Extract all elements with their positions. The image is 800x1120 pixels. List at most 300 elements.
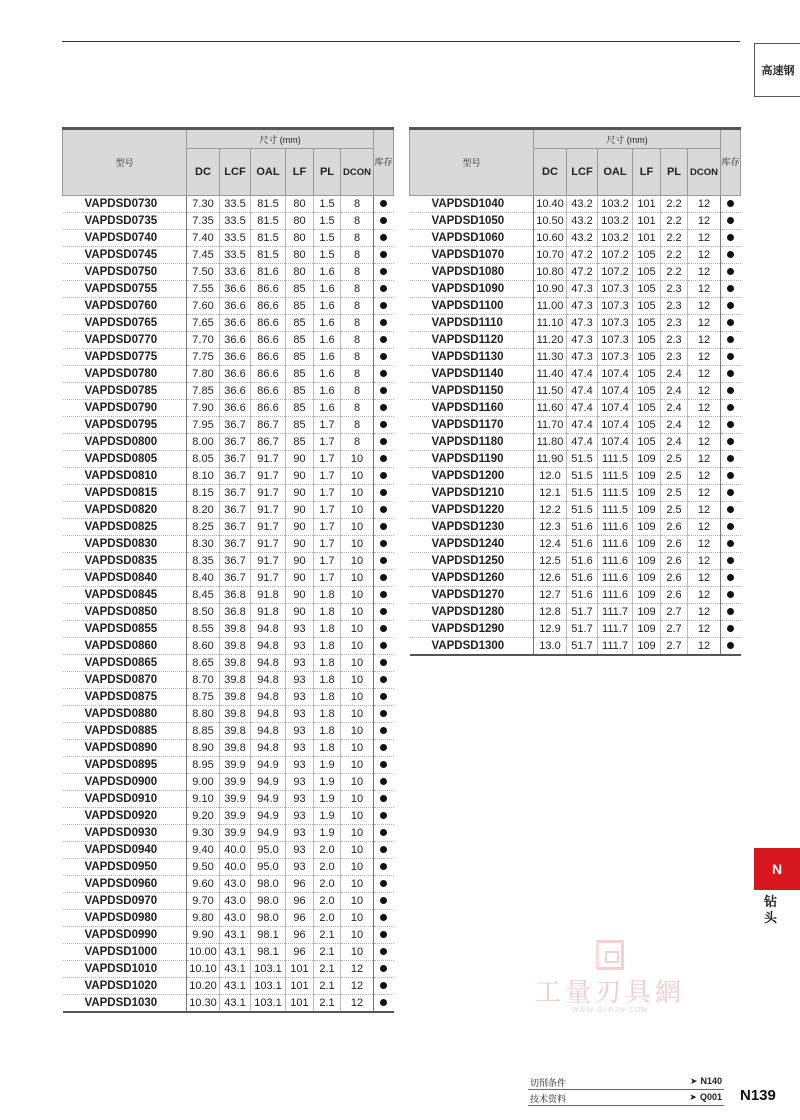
cell-dcon: 12 — [341, 978, 374, 995]
cell-dc: 11.90 — [534, 451, 567, 468]
cell-model: VAPDSD0735 — [63, 213, 187, 230]
cell-dc: 8.55 — [187, 621, 220, 638]
cell-dc: 9.10 — [187, 791, 220, 808]
table-row — [410, 604, 741, 621]
cell-oal: 86.6 — [251, 332, 286, 349]
cell-oal: 94.9 — [251, 808, 286, 825]
cell-dc: 11.10 — [534, 315, 567, 332]
table-row — [63, 842, 394, 859]
cell-dcon: 12 — [688, 519, 721, 536]
cell-pl: 1.8 — [314, 655, 341, 672]
cell-pl: 2.1 — [314, 978, 341, 995]
cell-lcf: 43.1 — [220, 995, 251, 1013]
table-row — [410, 230, 741, 247]
table-row — [410, 570, 741, 587]
cell-pl: 2.3 — [661, 332, 688, 349]
cell-stock — [374, 451, 394, 468]
table-row — [63, 281, 394, 298]
cell-dc: 8.45 — [187, 587, 220, 604]
watermark — [520, 940, 700, 1014]
model-header: 型号 — [410, 129, 534, 196]
cell-dc: 10.70 — [534, 247, 567, 264]
material-tab: 高速钢 — [754, 43, 800, 97]
cell-lcf: 51.7 — [567, 638, 598, 656]
table-row — [63, 519, 394, 536]
cell-stock — [374, 791, 394, 808]
cell-lcf: 47.3 — [567, 281, 598, 298]
cell-dcon: 12 — [688, 366, 721, 383]
cell-stock — [374, 468, 394, 485]
cell-dcon: 12 — [688, 315, 721, 332]
cell-stock — [721, 485, 741, 502]
cell-lf: 80 — [286, 247, 314, 264]
cell-lf: 109 — [633, 638, 661, 656]
cell-lcf: 43.0 — [220, 910, 251, 927]
in-stock-dot-icon — [380, 472, 387, 479]
table-row — [63, 553, 394, 570]
cell-model: VAPDSD0850 — [63, 604, 187, 621]
table-row — [63, 723, 394, 740]
in-stock-dot-icon — [380, 965, 387, 972]
in-stock-dot-icon — [380, 370, 387, 377]
cell-dc: 11.50 — [534, 383, 567, 400]
stock-header: 库存 — [721, 129, 741, 196]
cell-stock — [374, 893, 394, 910]
spec-table-left-body — [63, 196, 394, 1013]
cell-oal: 86.7 — [251, 434, 286, 451]
cell-oal: 111.5 — [598, 468, 633, 485]
cell-lcf: 51.5 — [567, 451, 598, 468]
cell-lf: 90 — [286, 519, 314, 536]
cell-stock — [721, 349, 741, 366]
cell-pl: 2.2 — [661, 196, 688, 213]
cell-oal: 111.6 — [598, 570, 633, 587]
cell-stock — [374, 417, 394, 434]
cell-dcon: 10 — [341, 910, 374, 927]
cell-lf: 101 — [286, 961, 314, 978]
in-stock-dot-icon — [380, 540, 387, 547]
reference-page: Q001 — [699, 1092, 722, 1102]
table-row — [410, 332, 741, 349]
cell-oal: 91.8 — [251, 587, 286, 604]
in-stock-dot-icon — [727, 404, 734, 411]
cell-model: VAPDSD1170 — [410, 417, 534, 434]
in-stock-dot-icon — [727, 642, 734, 649]
cell-dcon: 8 — [341, 196, 374, 213]
cell-dc: 7.30 — [187, 196, 220, 213]
cell-model: VAPDSD1300 — [410, 638, 534, 656]
cell-lcf: 47.4 — [567, 366, 598, 383]
cell-dcon: 12 — [688, 230, 721, 247]
cell-lf: 109 — [633, 502, 661, 519]
in-stock-dot-icon — [380, 319, 387, 326]
cell-stock — [374, 706, 394, 723]
cell-pl: 1.6 — [314, 264, 341, 281]
cell-lf: 101 — [286, 978, 314, 995]
cell-dc: 7.70 — [187, 332, 220, 349]
cell-pl: 2.0 — [314, 893, 341, 910]
in-stock-dot-icon — [380, 608, 387, 615]
cell-lcf: 36.7 — [220, 468, 251, 485]
in-stock-dot-icon — [380, 727, 387, 734]
table-row — [410, 468, 741, 485]
col-lcf: LCF — [220, 149, 251, 196]
cell-dcon: 10 — [341, 604, 374, 621]
cell-lf: 85 — [286, 434, 314, 451]
cell-lf: 90 — [286, 451, 314, 468]
cell-oal: 86.6 — [251, 281, 286, 298]
cell-lcf: 47.4 — [567, 400, 598, 417]
cell-lf: 109 — [633, 536, 661, 553]
cell-lf: 96 — [286, 893, 314, 910]
cell-dc: 7.90 — [187, 400, 220, 417]
cell-lcf: 36.8 — [220, 587, 251, 604]
cell-dcon: 10 — [341, 553, 374, 570]
cell-lf: 90 — [286, 553, 314, 570]
cell-lf: 105 — [633, 264, 661, 281]
col-lcf: LCF — [567, 149, 598, 196]
cell-lf: 96 — [286, 944, 314, 961]
spec-table-left — [62, 127, 394, 1013]
cell-model: VAPDSD1270 — [410, 587, 534, 604]
in-stock-dot-icon — [727, 625, 734, 632]
cell-stock — [374, 808, 394, 825]
cell-oal: 103.1 — [251, 961, 286, 978]
cell-stock — [374, 638, 394, 655]
cell-model: VAPDSD0920 — [63, 808, 187, 825]
cell-model: VAPDSD0780 — [63, 366, 187, 383]
cell-oal: 86.6 — [251, 298, 286, 315]
cell-stock — [374, 723, 394, 740]
table-row — [63, 536, 394, 553]
cell-model: VAPDSD0775 — [63, 349, 187, 366]
cell-lcf: 47.3 — [567, 315, 598, 332]
cell-lcf: 36.6 — [220, 332, 251, 349]
cell-lcf: 36.6 — [220, 383, 251, 400]
cell-lf: 85 — [286, 281, 314, 298]
cell-dc: 12.1 — [534, 485, 567, 502]
cell-lcf: 47.4 — [567, 434, 598, 451]
cell-dcon: 8 — [341, 349, 374, 366]
in-stock-dot-icon — [380, 387, 387, 394]
cell-lf: 90 — [286, 485, 314, 502]
cell-dcon: 10 — [341, 927, 374, 944]
cell-stock — [374, 995, 394, 1013]
cell-oal: 94.8 — [251, 655, 286, 672]
cell-dc: 8.85 — [187, 723, 220, 740]
cell-stock — [721, 417, 741, 434]
cell-model: VAPDSD1190 — [410, 451, 534, 468]
cell-dc: 10.20 — [187, 978, 220, 995]
cell-model: VAPDSD0950 — [63, 859, 187, 876]
spec-table-right-body — [410, 196, 741, 656]
cell-dcon: 12 — [688, 621, 721, 638]
cell-dcon: 10 — [341, 519, 374, 536]
cell-pl: 2.2 — [661, 264, 688, 281]
cell-lf: 101 — [633, 213, 661, 230]
cell-stock — [721, 196, 741, 213]
cell-stock — [374, 842, 394, 859]
cell-oal: 107.3 — [598, 349, 633, 366]
cell-oal: 98.1 — [251, 944, 286, 961]
cell-lf: 93 — [286, 842, 314, 859]
cell-lcf: 36.6 — [220, 298, 251, 315]
cell-model: VAPDSD0730 — [63, 196, 187, 213]
cell-pl: 2.3 — [661, 315, 688, 332]
in-stock-dot-icon — [380, 897, 387, 904]
table-row — [63, 995, 394, 1013]
cell-oal: 111.7 — [598, 604, 633, 621]
cell-pl: 2.1 — [314, 944, 341, 961]
cell-oal: 103.2 — [598, 230, 633, 247]
cell-dc: 12.3 — [534, 519, 567, 536]
cell-lf: 93 — [286, 706, 314, 723]
cell-pl: 2.6 — [661, 536, 688, 553]
table-row — [63, 196, 394, 213]
cell-dcon: 10 — [341, 944, 374, 961]
cell-pl: 2.6 — [661, 553, 688, 570]
cell-pl: 1.9 — [314, 757, 341, 774]
cell-model: VAPDSD0825 — [63, 519, 187, 536]
cell-lcf: 36.7 — [220, 536, 251, 553]
in-stock-dot-icon — [380, 353, 387, 360]
cell-model: VAPDSD0895 — [63, 757, 187, 774]
cell-lcf: 36.7 — [220, 502, 251, 519]
cell-lf: 105 — [633, 417, 661, 434]
table-row — [63, 502, 394, 519]
cell-dcon: 8 — [341, 315, 374, 332]
cell-lcf: 51.7 — [567, 604, 598, 621]
cell-lf: 101 — [633, 196, 661, 213]
cell-pl: 1.7 — [314, 519, 341, 536]
cell-lf: 85 — [286, 366, 314, 383]
cell-oal: 103.2 — [598, 196, 633, 213]
cell-dcon: 12 — [688, 383, 721, 400]
in-stock-dot-icon — [380, 744, 387, 751]
cell-oal: 107.3 — [598, 298, 633, 315]
table-row — [410, 417, 741, 434]
cell-dc: 11.40 — [534, 366, 567, 383]
in-stock-dot-icon — [380, 880, 387, 887]
cell-dc: 8.35 — [187, 553, 220, 570]
cell-lcf: 47.2 — [567, 247, 598, 264]
cell-lf: 85 — [286, 298, 314, 315]
cell-dc: 11.80 — [534, 434, 567, 451]
cell-lcf: 33.5 — [220, 230, 251, 247]
in-stock-dot-icon — [727, 336, 734, 343]
cell-dcon: 10 — [341, 706, 374, 723]
cell-lf: 109 — [633, 621, 661, 638]
cell-stock — [374, 315, 394, 332]
table-row — [410, 553, 741, 570]
col-lf: LF — [633, 149, 661, 196]
cell-pl: 1.8 — [314, 689, 341, 706]
cell-stock — [721, 434, 741, 451]
cell-lcf: 40.0 — [220, 842, 251, 859]
cell-model: VAPDSD0755 — [63, 281, 187, 298]
cell-model: VAPDSD1210 — [410, 485, 534, 502]
cell-lcf: 39.8 — [220, 706, 251, 723]
in-stock-dot-icon — [727, 506, 734, 513]
cell-lcf: 39.8 — [220, 621, 251, 638]
in-stock-dot-icon — [380, 999, 387, 1006]
cell-oal: 107.4 — [598, 366, 633, 383]
col-pl: PL — [314, 149, 341, 196]
cell-lf: 105 — [633, 315, 661, 332]
table-row — [63, 757, 394, 774]
cell-stock — [374, 978, 394, 995]
cell-dcon: 12 — [688, 502, 721, 519]
in-stock-dot-icon — [727, 438, 734, 445]
cell-lf: 109 — [633, 519, 661, 536]
cell-oal: 111.5 — [598, 485, 633, 502]
cell-stock — [374, 247, 394, 264]
cell-lcf: 36.7 — [220, 451, 251, 468]
cell-lf: 109 — [633, 553, 661, 570]
cell-dc: 8.90 — [187, 740, 220, 757]
table-row — [63, 247, 394, 264]
cell-lf: 85 — [286, 332, 314, 349]
cell-pl: 2.2 — [661, 230, 688, 247]
cell-dcon: 8 — [341, 213, 374, 230]
cell-model: VAPDSD1080 — [410, 264, 534, 281]
cell-oal: 103.1 — [251, 995, 286, 1013]
cell-oal: 107.4 — [598, 434, 633, 451]
cell-model: VAPDSD0790 — [63, 400, 187, 417]
in-stock-dot-icon — [727, 319, 734, 326]
cell-model: VAPDSD0990 — [63, 927, 187, 944]
cell-model: VAPDSD0870 — [63, 672, 187, 689]
cell-stock — [721, 536, 741, 553]
cell-pl: 1.7 — [314, 451, 341, 468]
cell-dcon: 12 — [688, 587, 721, 604]
in-stock-dot-icon — [380, 642, 387, 649]
cell-stock — [374, 757, 394, 774]
cell-dc: 8.75 — [187, 689, 220, 706]
cell-oal: 94.9 — [251, 825, 286, 842]
cell-stock — [374, 859, 394, 876]
cell-pl: 1.7 — [314, 570, 341, 587]
cell-dc: 8.25 — [187, 519, 220, 536]
cell-pl: 1.6 — [314, 281, 341, 298]
reference-link[interactable] — [690, 1076, 722, 1087]
cell-pl: 2.4 — [661, 366, 688, 383]
cell-stock — [721, 400, 741, 417]
in-stock-dot-icon — [380, 200, 387, 207]
cell-dcon: 12 — [688, 196, 721, 213]
cell-dc: 9.50 — [187, 859, 220, 876]
in-stock-dot-icon — [380, 761, 387, 768]
cell-dc: 9.30 — [187, 825, 220, 842]
cell-lf: 80 — [286, 264, 314, 281]
cell-oal: 98.1 — [251, 927, 286, 944]
cell-oal: 107.3 — [598, 332, 633, 349]
col-lf: LF — [286, 149, 314, 196]
cell-oal: 111.6 — [598, 587, 633, 604]
cell-pl: 1.9 — [314, 808, 341, 825]
cell-dcon: 8 — [341, 230, 374, 247]
cell-dcon: 10 — [341, 859, 374, 876]
cell-dcon: 12 — [341, 961, 374, 978]
cell-model: VAPDSD1100 — [410, 298, 534, 315]
in-stock-dot-icon — [727, 370, 734, 377]
cell-stock — [721, 604, 741, 621]
cell-pl: 2.0 — [314, 876, 341, 893]
cell-lf: 93 — [286, 655, 314, 672]
cell-lf: 105 — [633, 400, 661, 417]
cell-pl: 2.7 — [661, 638, 688, 656]
cell-pl: 1.9 — [314, 774, 341, 791]
in-stock-dot-icon — [727, 387, 734, 394]
table-row — [410, 451, 741, 468]
cell-pl: 1.7 — [314, 553, 341, 570]
dimensions-header: 尺寸 (mm) — [534, 129, 721, 149]
cell-model: VAPDSD1150 — [410, 383, 534, 400]
table-row — [410, 349, 741, 366]
col-oal: OAL — [251, 149, 286, 196]
cell-dcon: 10 — [341, 774, 374, 791]
reference-cutting-conditions[interactable] — [528, 1075, 724, 1090]
in-stock-dot-icon — [380, 251, 387, 258]
reference-link[interactable] — [689, 1092, 722, 1103]
cell-lf: 109 — [633, 587, 661, 604]
table-row — [410, 298, 741, 315]
cell-oal: 111.6 — [598, 519, 633, 536]
in-stock-dot-icon — [380, 523, 387, 530]
cell-stock — [721, 315, 741, 332]
cell-dcon: 12 — [688, 570, 721, 587]
in-stock-dot-icon — [380, 659, 387, 666]
table-row — [63, 298, 394, 315]
cell-model: VAPDSD0815 — [63, 485, 187, 502]
cell-lf: 93 — [286, 791, 314, 808]
section-tab-n[interactable]: N — [754, 848, 800, 890]
cell-stock — [721, 264, 741, 281]
reference-technical-data[interactable] — [528, 1091, 724, 1106]
cell-oal: 94.8 — [251, 638, 286, 655]
cell-model: VAPDSD1120 — [410, 332, 534, 349]
cell-model: VAPDSD1110 — [410, 315, 534, 332]
cell-oal: 86.6 — [251, 400, 286, 417]
cell-stock — [374, 400, 394, 417]
cell-dcon: 12 — [688, 485, 721, 502]
cell-model: VAPDSD0900 — [63, 774, 187, 791]
cell-dcon: 10 — [341, 723, 374, 740]
cell-lf: 93 — [286, 689, 314, 706]
cell-stock — [374, 264, 394, 281]
cell-model: VAPDSD1130 — [410, 349, 534, 366]
in-stock-dot-icon — [727, 302, 734, 309]
cell-pl: 1.6 — [314, 400, 341, 417]
cell-dc: 7.35 — [187, 213, 220, 230]
cell-lf: 85 — [286, 417, 314, 434]
table-row — [63, 655, 394, 672]
table-row — [410, 621, 741, 638]
cell-lf: 105 — [633, 281, 661, 298]
cell-lcf: 36.6 — [220, 315, 251, 332]
cell-pl: 1.8 — [314, 621, 341, 638]
cell-dcon: 10 — [341, 485, 374, 502]
in-stock-dot-icon — [380, 812, 387, 819]
cell-dc: 9.20 — [187, 808, 220, 825]
cell-lf: 93 — [286, 723, 314, 740]
cell-oal: 94.8 — [251, 621, 286, 638]
cell-lf: 93 — [286, 774, 314, 791]
cell-pl: 1.9 — [314, 791, 341, 808]
cell-oal: 94.8 — [251, 740, 286, 757]
cell-lf: 101 — [633, 230, 661, 247]
cell-lf: 105 — [633, 366, 661, 383]
